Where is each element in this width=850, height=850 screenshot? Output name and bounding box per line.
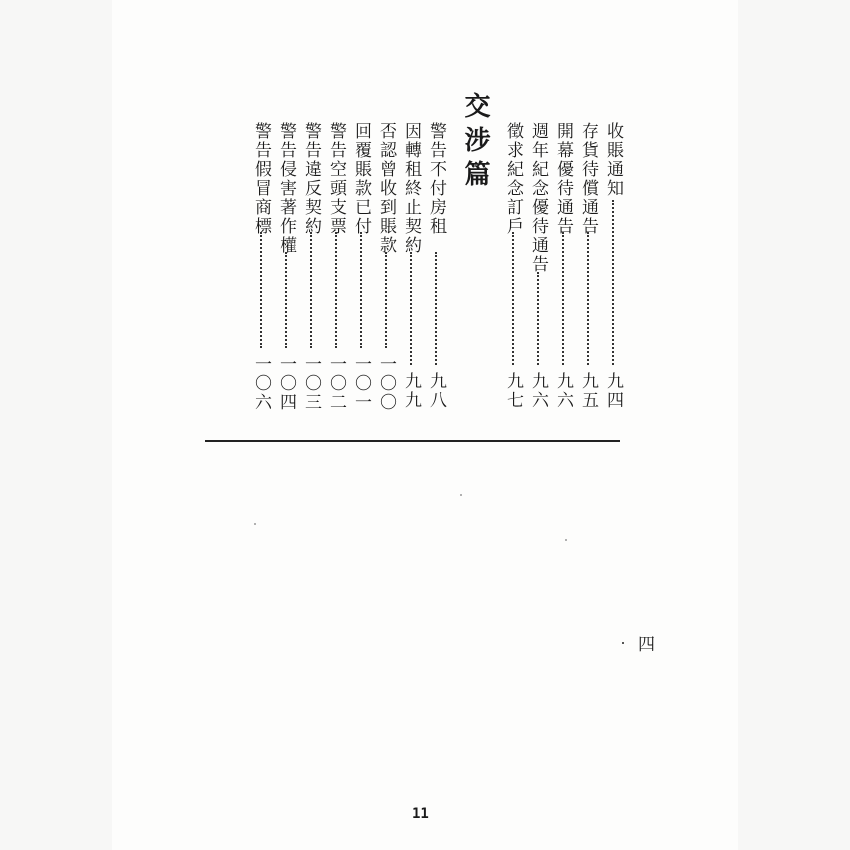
toc-entry-title: 開幕優待通告: [553, 122, 573, 236]
dot-leader: [587, 232, 591, 365]
dot-leader: [385, 252, 389, 348]
dot-leader: [512, 232, 516, 365]
toc-entry-title: 否認曾收到賬款: [376, 122, 396, 255]
toc-entry-title: 警告假冒商標: [251, 122, 271, 236]
toc-entry-page: 一〇四: [276, 355, 296, 412]
toc-entry-title: 收賬通知: [603, 122, 623, 198]
toc-entry-title: 回覆賬款已付: [351, 122, 371, 236]
dot-leader: [260, 232, 264, 348]
scan-speck: [254, 523, 256, 525]
toc-entry-page: 一〇一: [351, 355, 371, 412]
toc-entry-title: 因轉租終止契約: [401, 122, 421, 255]
toc-entry-title: 存貨待償通告: [578, 122, 598, 236]
page-margin-left: [0, 0, 112, 850]
toc-entry-page: 九六: [528, 372, 548, 410]
page-number: 11: [412, 806, 429, 822]
toc-entry-page: 九八: [426, 372, 446, 410]
section-title: 交涉篇: [460, 92, 490, 194]
toc-entry-page: 九九: [401, 372, 421, 410]
scan-speck: [565, 539, 567, 541]
toc-entry-page: 九五: [578, 372, 598, 410]
dot-leader: [562, 232, 566, 365]
dot-leader: [612, 200, 616, 365]
toc-entry-page: 九四: [603, 372, 623, 410]
toc-entry-page: 九七: [503, 372, 523, 410]
dot-leader: [435, 252, 439, 365]
dot-leader: [310, 232, 314, 348]
dot-leader: [537, 272, 541, 365]
page-margin-right: [738, 0, 850, 850]
toc-entry-page: 一〇三: [301, 355, 321, 412]
toc-entry-title: 警告空頭支票: [326, 122, 346, 236]
scan-speck: [622, 642, 624, 644]
toc-entry-title: 警告侵害著作權: [276, 122, 296, 255]
dot-leader: [285, 252, 289, 348]
toc-entry-page: 一〇二: [326, 355, 346, 412]
horizontal-rule: [205, 440, 620, 442]
toc-entry-page: 一〇六: [251, 355, 271, 412]
toc-entry-title: 警告不付房租: [426, 122, 446, 236]
dot-leader: [335, 232, 339, 348]
toc-entry-page: 一〇〇: [376, 355, 396, 412]
scan-speck: [460, 494, 462, 496]
toc-entry-title: 週年紀念優待通告: [528, 122, 548, 274]
toc-entry-title: 警告違反契約: [301, 122, 321, 236]
toc-entry-title: 徵求紀念訂戶: [503, 122, 523, 236]
dot-leader: [360, 232, 364, 348]
dot-leader: [410, 252, 414, 365]
toc-entry-page: 九六: [553, 372, 573, 410]
chinese-page-number: 四: [638, 635, 655, 655]
